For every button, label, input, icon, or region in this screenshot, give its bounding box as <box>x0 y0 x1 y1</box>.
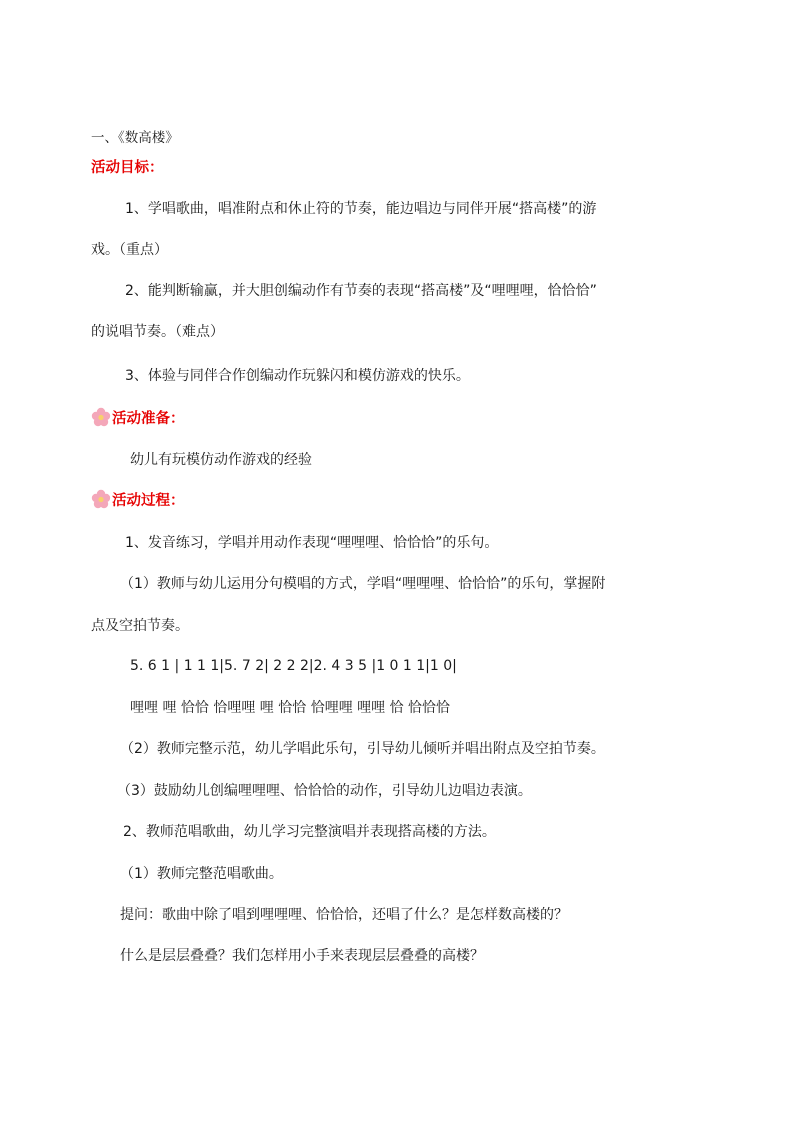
goals-heading-text: 活动目标： <box>91 160 164 176</box>
document-title: 一、《数高楼》 <box>91 130 179 146</box>
goal-item-3: 3、体验与同伴合作创编动作玩躲闪和模仿游戏的快乐。 <box>125 368 470 384</box>
flower-icon <box>91 407 111 427</box>
goal-item-2-line-1: 2、能判断输赢，并大胆创编动作有节奏的表现“搭高楼”及“哩哩哩，恰恰恰” <box>125 283 597 299</box>
process-step-1-1-line-2: 点及空拍节奏。 <box>91 618 189 634</box>
process-step-1: 1、发音练习，学唱并用动作表现“哩哩哩、恰恰恰”的乐句。 <box>125 535 499 551</box>
process-step-1-3: （3）鼓励幼儿创编哩哩哩、恰恰恰的动作，引导幼儿边唱边表演。 <box>117 783 532 799</box>
process-step-2-1: （1）教师完整范唱歌曲。 <box>120 866 283 882</box>
goals-heading <box>91 158 164 178</box>
song-lyrics: 哩哩 哩 恰恰 恰哩哩 哩 恰恰 恰哩哩 哩哩 恰 恰恰恰 <box>130 700 451 716</box>
goal-item-1-line-2: 戏。（重点） <box>91 242 168 258</box>
question-1: 提问：歌曲中除了唱到哩哩哩、恰恰恰，还唱了什么？是怎样数高楼的？ <box>120 907 568 923</box>
preparation-heading <box>91 407 185 429</box>
goal-item-2-line-2: 的说唱节奏。（难点） <box>91 324 224 340</box>
goal-item-1-line-1: 1、学唱歌曲，唱准附点和休止符的节奏，能边唱边与同伴开展“搭高楼”的游 <box>125 201 597 217</box>
preparation-text: 幼儿有玩模仿动作游戏的经验 <box>130 452 312 468</box>
flower-icon <box>91 489 111 509</box>
process-step-1-1-line-1: （1）教师与幼儿运用分句模唱的方式，学唱“哩哩哩、恰恰恰”的乐句，掌握附 <box>120 576 606 592</box>
question-2: 什么是层层叠叠？我们怎样用小手来表现层层叠叠的高楼？ <box>120 948 484 964</box>
preparation-heading-text: 活动准备： <box>112 411 185 427</box>
process-step-1-2: （2）教师完整示范，幼儿学唱此乐句，引导幼儿倾听并唱出附点及空拍节奏。 <box>120 741 605 757</box>
music-notation: 5. 6 1 | 1 1 1|5. 7 2| 2 2 2|2. 4 3 5 |1 0 1 1|1 0| <box>130 658 457 674</box>
process-heading <box>91 489 185 511</box>
process-step-2: 2、教师范唱歌曲，幼儿学习完整演唱并表现搭高楼的方法。 <box>123 824 496 840</box>
process-heading-text: 活动过程： <box>112 493 185 509</box>
